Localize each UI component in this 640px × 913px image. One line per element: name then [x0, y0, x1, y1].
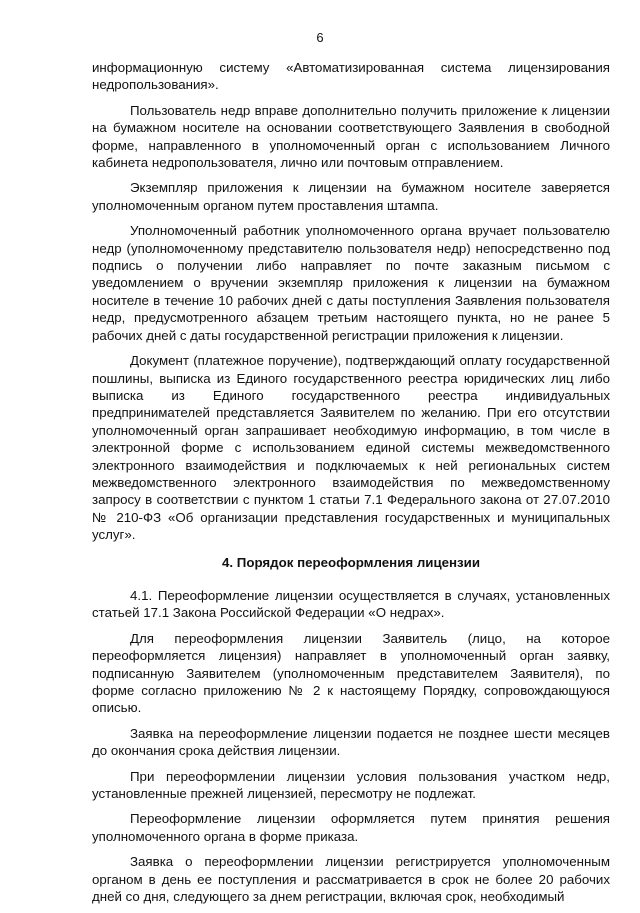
paragraph: Переоформление лицензии оформляется путем принятия решения уполномоченного органа в форме приказа.	[92, 811, 610, 844]
document-body	[92, 59, 610, 913]
page-number: 6	[316, 30, 324, 45]
paragraph: Заявка на переоформление лицензии подается не позднее шести месяцев до окончания срока действия лицензии.	[92, 725, 610, 759]
paragraphs-before	[92, 59, 610, 544]
paragraph: Документ (платежное поручение), подтверждающий оплату государственной пошлины, выписка из Единого государственного реестра юридических лиц либо выписка из Единого государственного реестра индивидуальных предпринимателей представляется Заявителем по желанию. При его отсутствии уполномоченный орган запрашивает необходимую информацию, в том числе в электронной форме с использованием единой системы межведомственного электронного взаимодействия и подключаемых к ней региональных систем межведомственного электронного взаимодействия по межведомственному запросу в соответствии с пунктом 1 статьи 7.1 Федерального закона от 27.07.2010 № 210-ФЗ «Об организации представления государственных и муниципальных услуг».	[92, 353, 610, 543]
paragraph: Заявка о переоформлении лицензии регистрируется уполномоченным органом в день ее поступления и рассматривается в срок не более 20 рабочих дней со дня, следующего за днем регистрации, включая срок, необходимый	[92, 854, 610, 905]
paragraphs-after	[92, 587, 610, 906]
paragraph: При переоформлении лицензии условия пользования участком недр, установленные прежней лицензией, пересмотру не подлежат.	[92, 768, 610, 802]
paragraph: Пользователь недр вправе дополнительно получить приложение к лицензии на бумажном носителе на основании соответствующего Заявления в свободной форме, направленного в уполномоченный орган с использованием Личного кабинета недропользователя, лично или почтовым отправлением.	[92, 102, 610, 171]
paragraph: Экземпляр приложения к лицензии на бумажном носителе заверяется уполномоченным органом путем проставления штампа.	[92, 180, 610, 213]
section-heading: 4. Порядок переоформления лицензии	[221, 554, 481, 570]
paragraph: 4.1. Переоформление лицензии осуществляется в случаях, установленных статьей 17.1 Закона Российской Федерации «О недрах».	[92, 587, 610, 621]
paragraph: информационную систему «Автоматизированная система лицензирования недропользования».	[92, 60, 610, 93]
paragraph: Уполномоченный работник уполномоченного органа вручает пользователю недр (уполномоченному представителю пользователя недр) непосредственно под подпись о получении либо направляет по почте заказным письмом с уведомлением о вручении экземпляр приложения к лицензии на бумажном носителе в течение 10 рабочих дней с даты поступления Заявления пользователя недр, предусмотренного абзацем третьим настоящего пункта, но не ранее 5 рабочих дней с даты государственной регистрации приложения к лицензии.	[92, 223, 610, 343]
paragraph: Для переоформления лицензии Заявитель (лицо, на которое переоформляется лицензия) направляет в уполномоченный орган заявку, подписанную Заявителем (уполномоченным представителем Заявителя), по форме согласно приложению № 2 к настоящему Порядку, сопровождающуюся описью.	[92, 630, 610, 716]
